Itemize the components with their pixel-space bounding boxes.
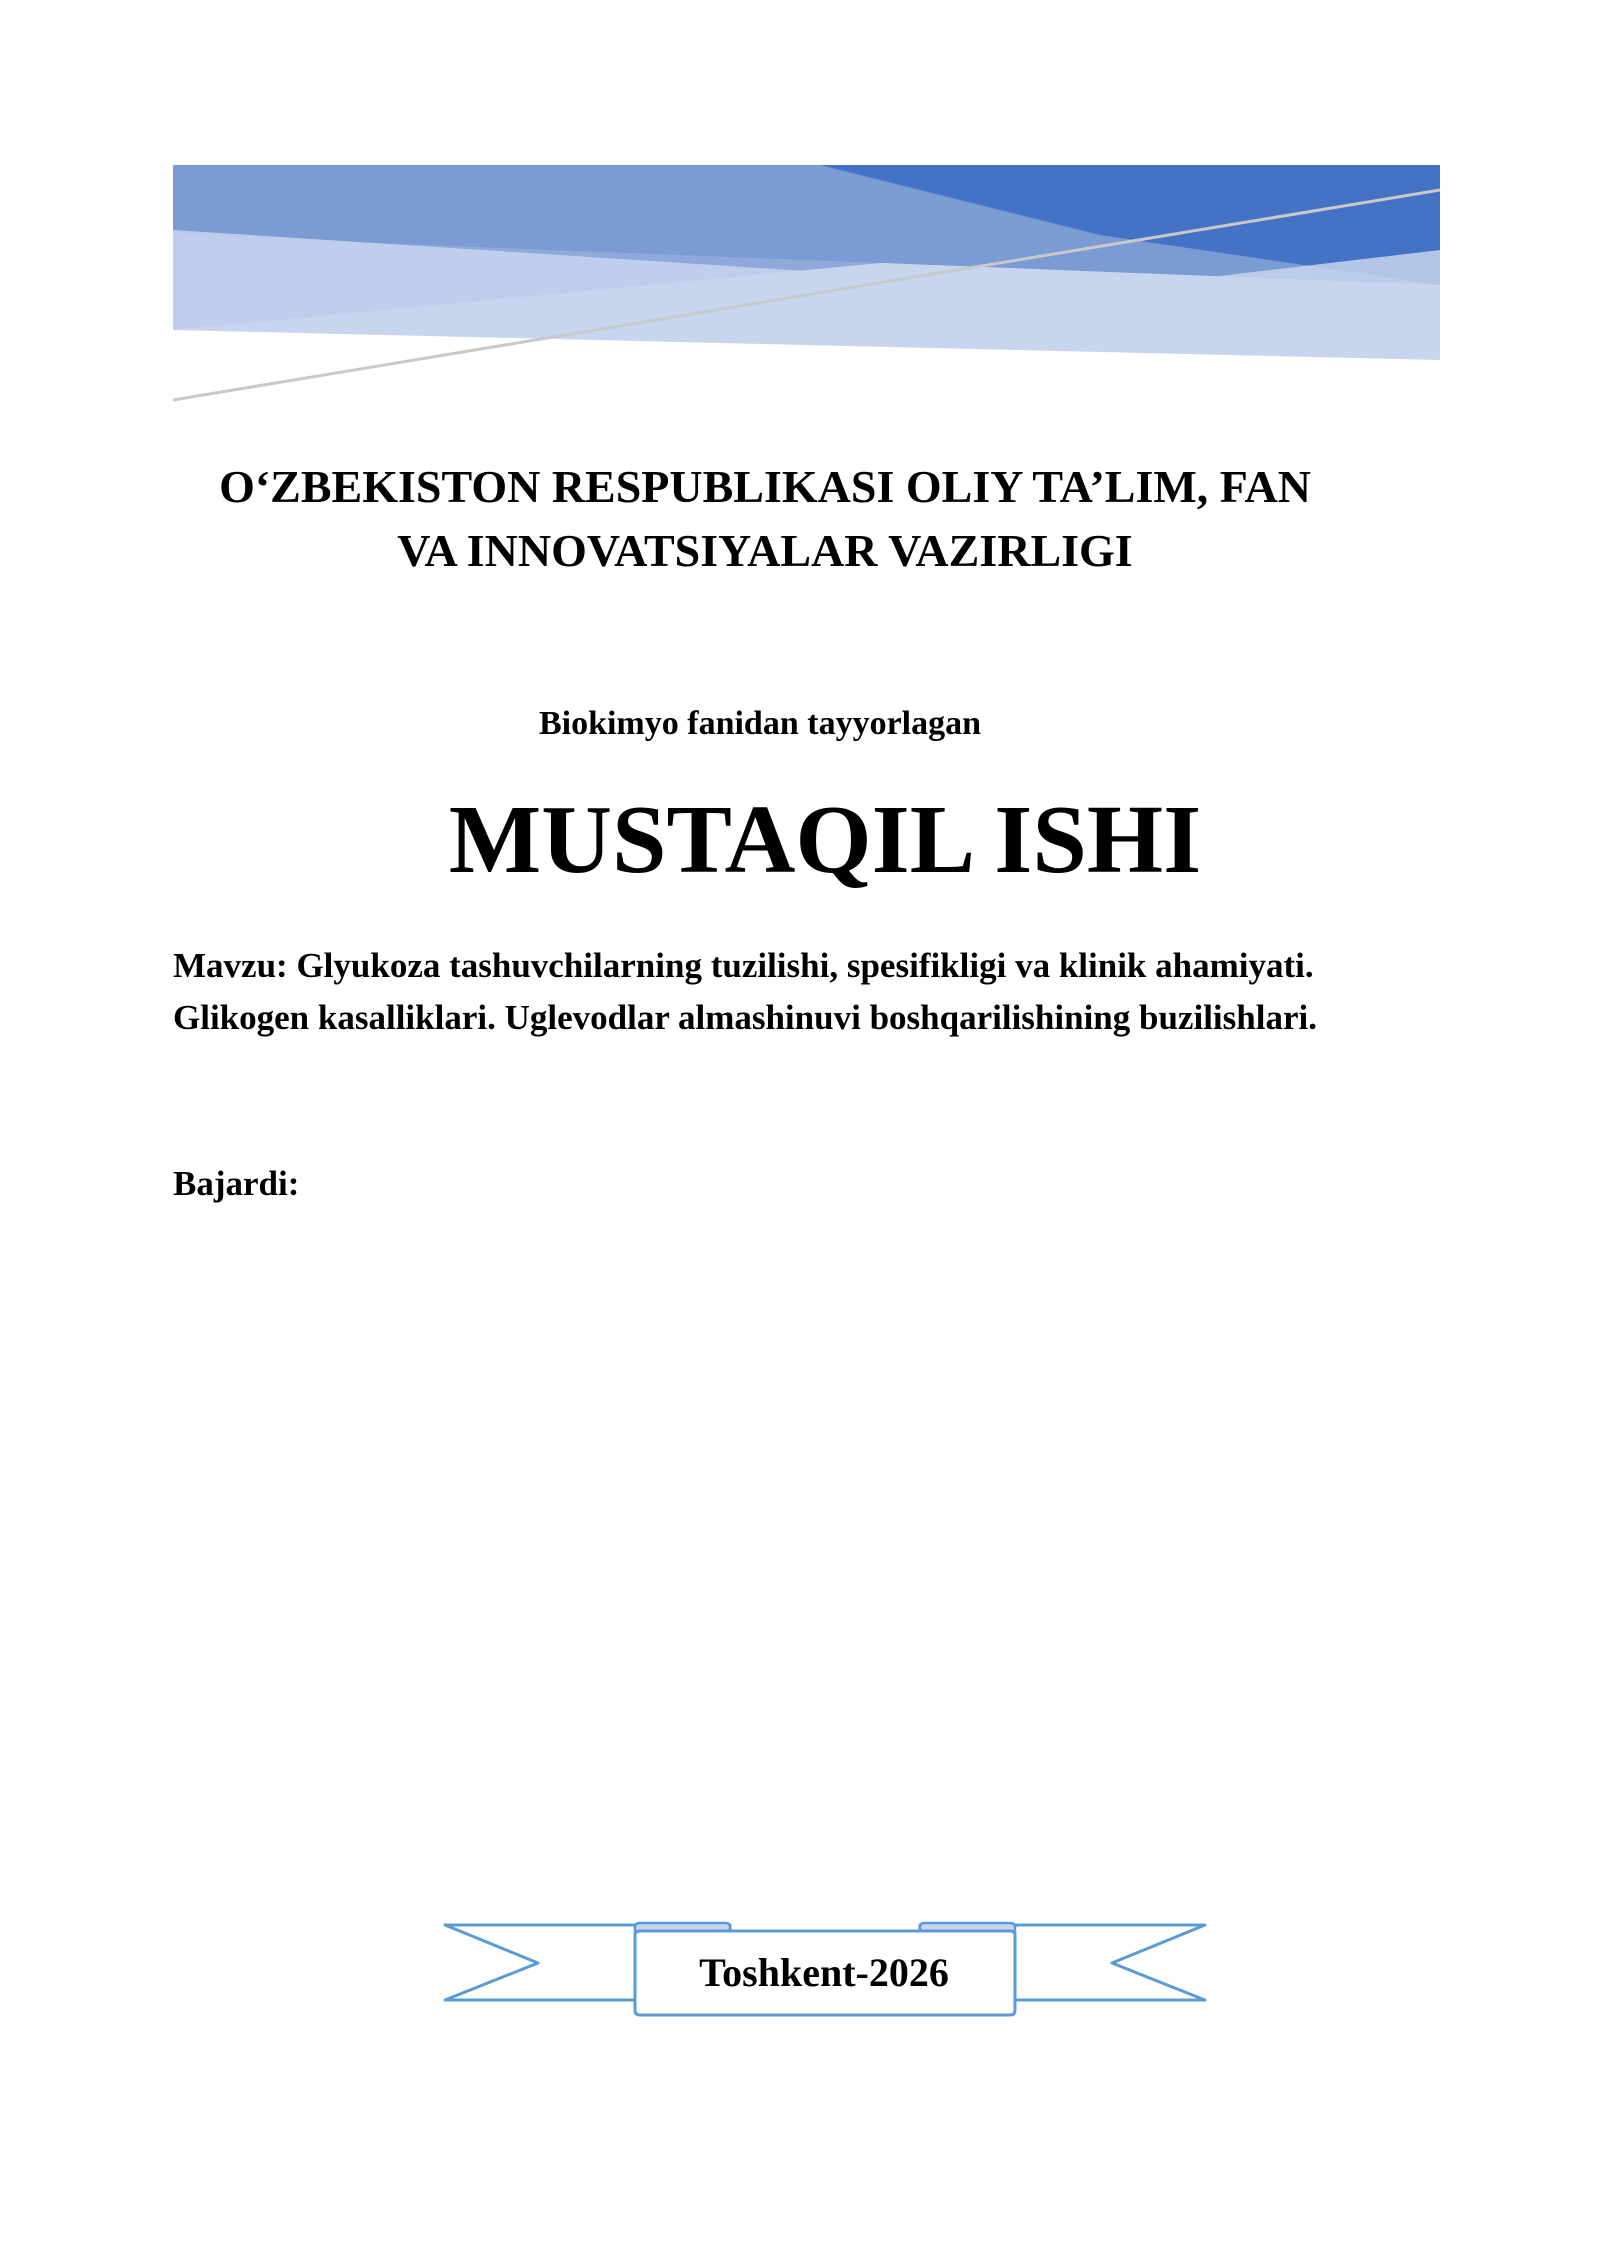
topic-line-2: Glikogen kasalliklari. Uglevodlar almashinuvi boshqarilishining buzilishlari. <box>173 998 1317 1037</box>
topic-block <box>173 940 1473 1044</box>
ministry-line-2: VA INNOVATSIYALAR VAZIRLIGI <box>397 525 1133 576</box>
ministry-heading <box>0 455 1530 583</box>
header-banner <box>0 0 1600 420</box>
document-title: MUSTAQIL ISHI <box>448 786 1202 894</box>
city-year-label: Toshkent-2026 <box>699 1950 949 1995</box>
performer-label: Bajardi: <box>173 1164 300 1203</box>
ministry-line-1: O‘ZBEKISTON RESPUBLIKASI OLIY TA’LIM, FAN <box>219 461 1311 512</box>
topic-line-1: Mavzu: Glyukoza tashuvchilarning tuzilishi, spesifikligi va klinik ahamiyati. <box>173 946 1314 985</box>
subject-line: Biokimyo fanidan tayyorlagan <box>538 705 982 742</box>
